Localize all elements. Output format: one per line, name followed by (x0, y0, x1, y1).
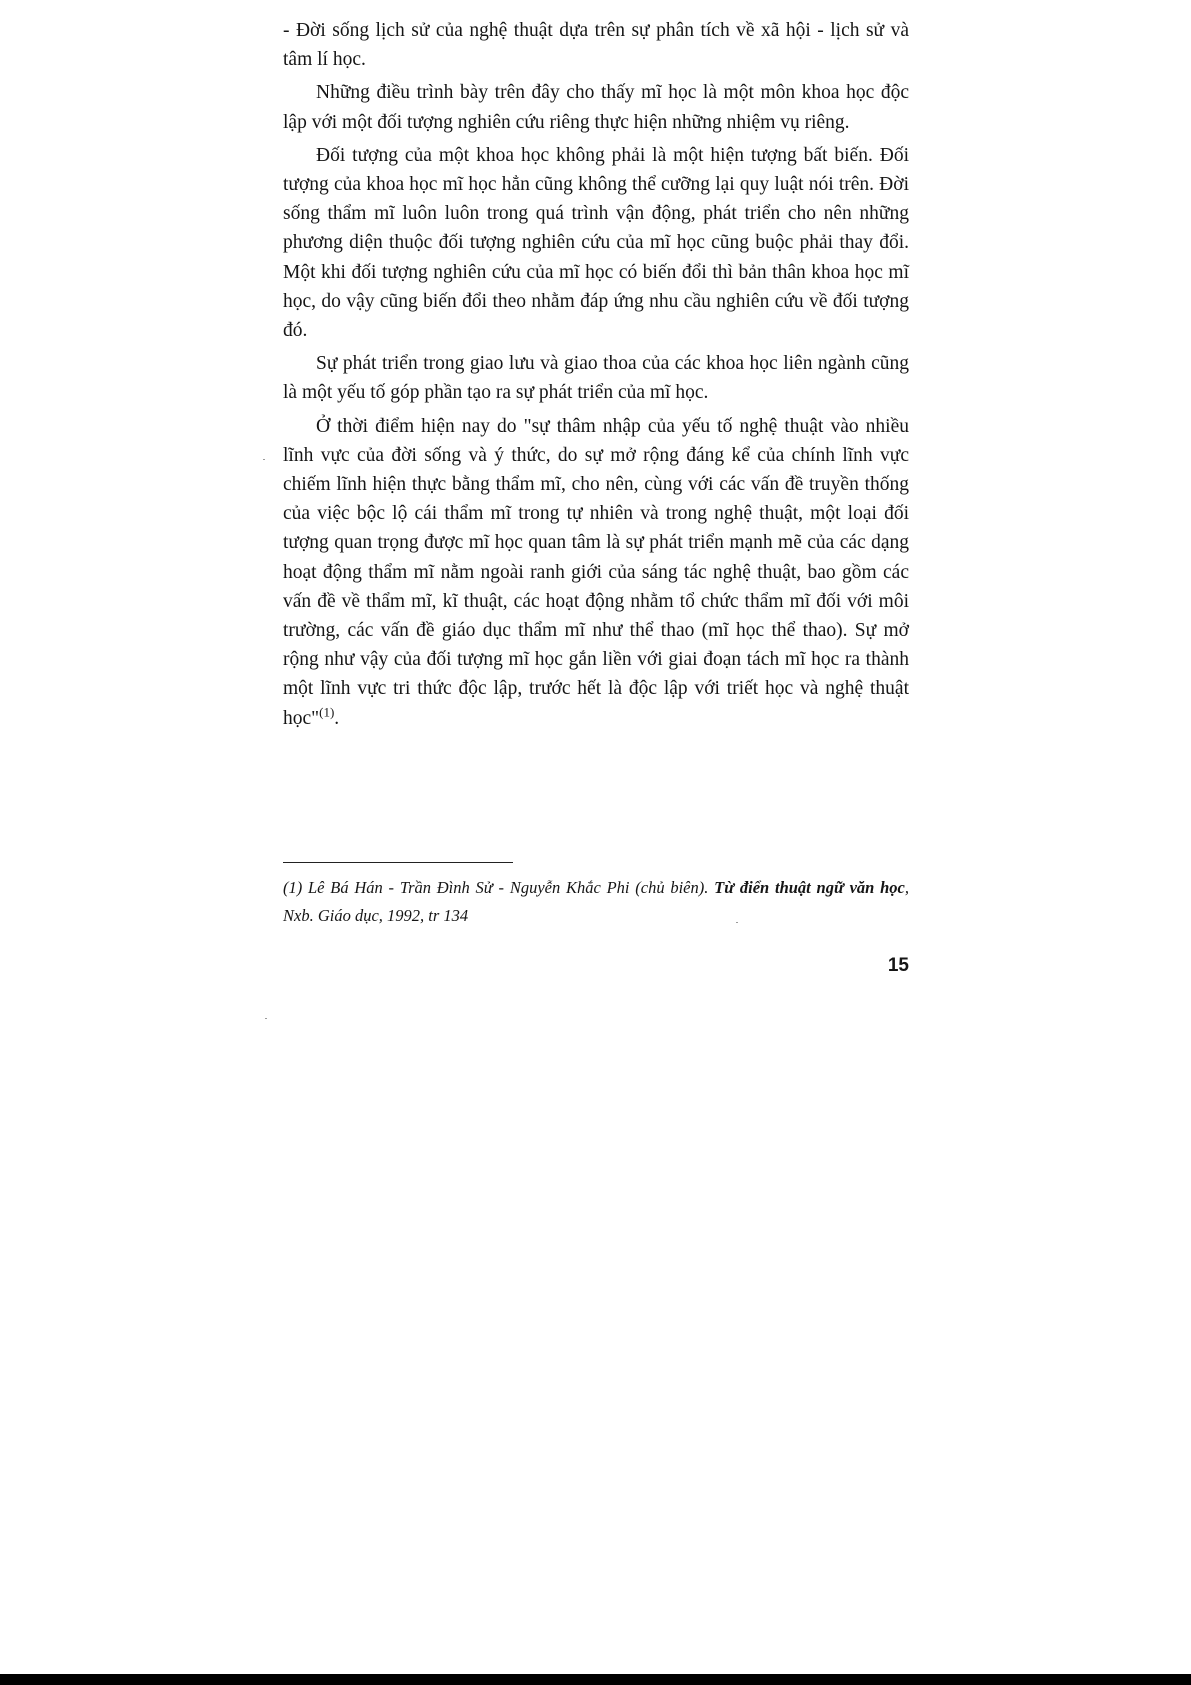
paragraph-1: - Đời sống lịch sử của nghệ thuật dựa trên sự phân tích về xã hội - lịch sử và tâm lí học. (283, 20, 909, 71)
footnote-text: (1) Lê Bá Hán - Trần Đình Sử - Nguyễn Khắc Phi (chủ biên). (283, 878, 715, 897)
footnote-book-title: Từ điển thuật ngữ văn học (714, 878, 905, 897)
footnote-publisher: , Nxb. Giáo dục, 1992, tr 134 (283, 878, 909, 925)
paragraph-5 (283, 412, 909, 733)
page-number: 15 (887, 955, 909, 976)
scan-speck (736, 922, 738, 923)
paragraph-5-text: Ở thời điểm hiện nay do "sự thâm nhập của yếu tố nghệ thuật vào nhiều lĩnh vực của đời sống và ý thức, do sự mở rộng đáng kể của chính lĩnh vực chiếm lĩnh hiện thực bằng thẩm mĩ, cho nên, cùng với các vấn đề truyền thống của việc bộc lộ cái thẩm mĩ trong tự nhiên và trong nghệ thuật, một loại đối tượng quan trọng được mĩ học quan tâm là sự phát triển mạnh mẽ của các dạng hoạt động thẩm mĩ nằm ngoài ranh giới của sáng tác nghệ thuật, bao gồm các vấn đề về thẩm mĩ, kĩ thuật, các hoạt động nhằm tổ chức thẩm mĩ đối với môi trường, các vấn đề giáo dục thẩm mĩ như thể thao (mĩ học thể thao). Sự mở rộng như vậy của đối tượng mĩ học gắn liền với giai đoạn tách mĩ học ra thành một lĩnh vực tri thức độc lập, trước hết là độc lập với triết học và nghệ thuật học" (283, 415, 909, 729)
footnote-reference[interactable]: (1) (319, 704, 335, 720)
body-text (283, 16, 909, 737)
footnote (283, 874, 909, 930)
paragraph-4: Sự phát triển trong giao lưu và giao thoa của các khoa học liên ngành cũng là một yếu tố góp phần tạo ra sự phát triển của mĩ học. (283, 353, 909, 404)
paragraph-3: Đối tượng của một khoa học không phải là một hiện tượng bất biến. Đối tượng của khoa học mĩ học hẳn cũng không thể cưỡng lại quy luật nói trên. Đời sống thẩm mĩ luôn luôn trong quá trình vận động, phát triển cho nên những phương diện thuộc đối tượng nghiên cứu của mĩ học cũng buộc phải thay đổi. Một khi đối tượng nghiên cứu của mĩ học có biến đổi thì bản thân khoa học mĩ học, do vậy cũng biến đổi theo nhằm đáp ứng nhu cầu nghiên cứu về đối tượng đó. (283, 144, 909, 342)
paragraph-5-end: . (334, 707, 340, 729)
paragraph-2: Những điều trình bày trên đây cho thấy mĩ học là một môn khoa học độc lập với một đối tượng nghiên cứu riêng thực hiện những nhiệm vụ riêng. (283, 82, 909, 133)
scan-speck (263, 459, 265, 460)
footnote-divider (283, 862, 513, 863)
scan-bottom-edge (0, 1674, 1191, 1685)
scan-speck (265, 1018, 267, 1019)
